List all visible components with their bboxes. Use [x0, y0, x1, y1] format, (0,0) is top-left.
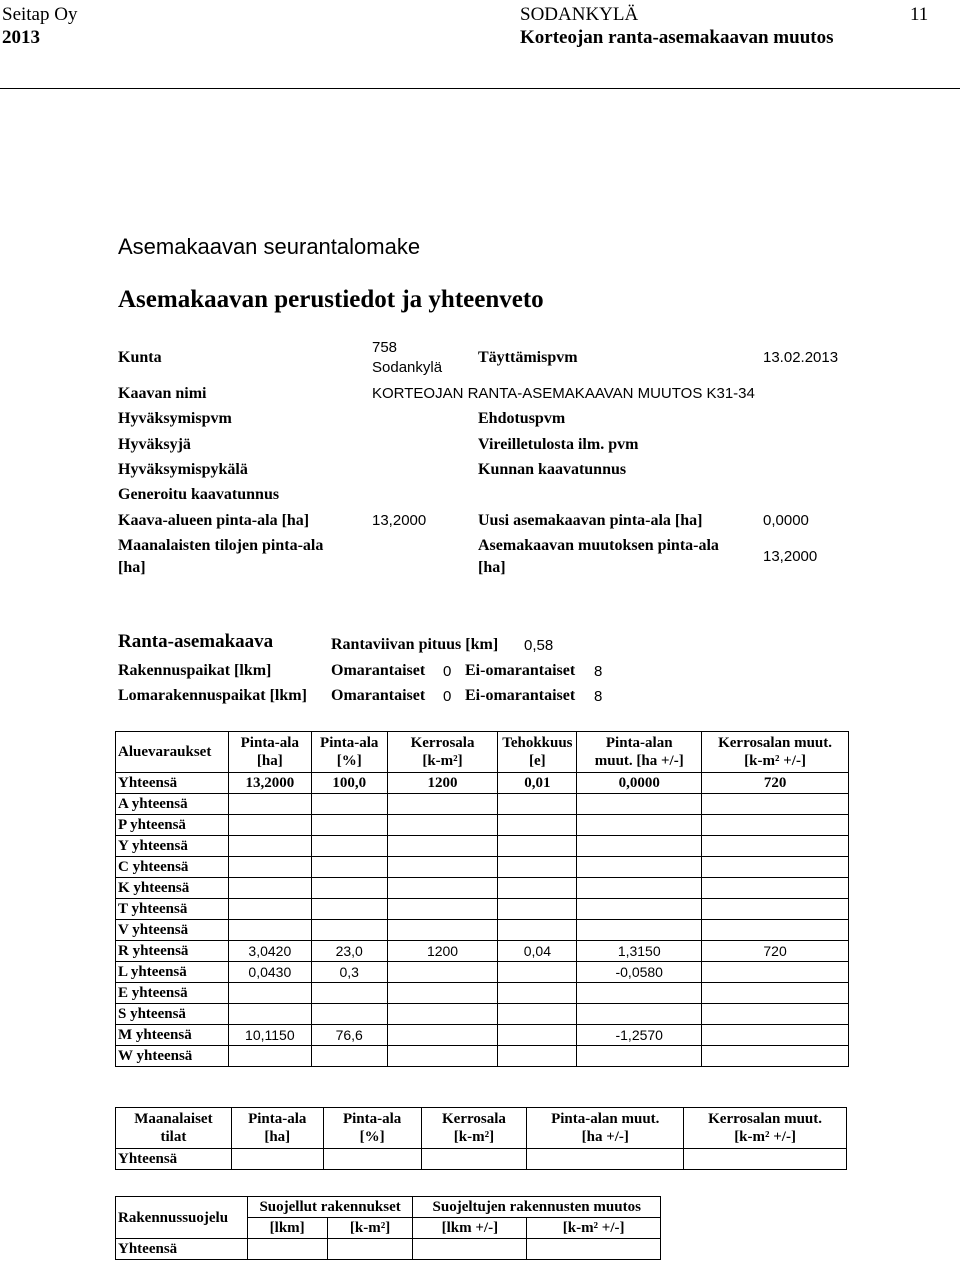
table-cell	[387, 815, 498, 836]
table-cell	[577, 920, 702, 941]
form-title: Asemakaavan seurantalomake	[118, 234, 421, 259]
alue-header-cell: Pinta-ala [ha]	[228, 732, 311, 773]
table-cell	[311, 1004, 387, 1025]
empty-cell	[527, 1149, 684, 1170]
row-label: Yhteensä	[116, 1149, 232, 1170]
alue-header-cell: Tehokkuus [e]	[498, 732, 577, 773]
row-label: Yhteensä	[116, 1239, 248, 1260]
row-label: M yhteensä	[116, 1025, 229, 1046]
tayttamispvm-label: Täyttämispvm	[478, 349, 578, 366]
table-cell	[498, 857, 577, 878]
loma-ei-omarantaiset-label: Ei-omarantaiset	[465, 687, 576, 704]
table-cell	[311, 983, 387, 1004]
table-cell	[228, 1004, 311, 1025]
table-cell	[702, 1025, 849, 1046]
table-cell: 720	[702, 941, 849, 962]
rakennussuojelu-corner: Rakennussuojelu	[116, 1197, 248, 1239]
header-year: 2013	[2, 27, 40, 48]
pykala-label: Hyväksymispykälä	[118, 461, 248, 478]
ranta-title: Ranta-asemakaava	[118, 631, 274, 652]
alue-header-cell: Kerrosala [k-m²]	[387, 732, 498, 773]
table-cell: 1200	[387, 941, 498, 962]
kunta-label: Kunta	[118, 349, 162, 366]
maanalaiset-header-row	[116, 1108, 847, 1149]
table-cell	[498, 920, 577, 941]
table-cell	[311, 857, 387, 878]
row-label: K yhteensä	[116, 878, 229, 899]
hyvaksyja-label: Hyväksyjä	[118, 436, 191, 453]
table-cell	[387, 920, 498, 941]
table-cell	[577, 878, 702, 899]
table-cell	[702, 794, 849, 815]
kunta-name: Sodankylä	[372, 359, 443, 376]
aluevaraukset-row	[116, 1025, 849, 1046]
maan-header-cell: Kerrosalan muut. [k-m² +/-]	[684, 1108, 847, 1149]
table-cell	[228, 878, 311, 899]
table-cell	[702, 1004, 849, 1025]
table-cell	[702, 878, 849, 899]
row-label: S yhteensä	[116, 1004, 229, 1025]
maanalaiset-pinta-unit: [ha]	[118, 559, 146, 576]
empty-cell	[413, 1239, 527, 1260]
table-cell	[387, 836, 498, 857]
table-cell	[311, 815, 387, 836]
maanalaiset-corner: Maanalaiset tilat	[116, 1108, 232, 1149]
table-cell	[498, 899, 577, 920]
table-cell	[577, 815, 702, 836]
table-cell	[387, 1025, 498, 1046]
empty-cell	[231, 1149, 323, 1170]
table-cell	[577, 899, 702, 920]
table-cell	[702, 920, 849, 941]
tayttamispvm-value: 13.02.2013	[763, 349, 839, 366]
maan-header-cell: Kerrosala [k-m²]	[421, 1108, 527, 1149]
row-label: E yhteensä	[116, 983, 229, 1004]
aluevaraukset-row	[116, 1046, 849, 1067]
kunnan-tunnus-label: Kunnan kaavatunnus	[478, 461, 627, 478]
suojelu-sub-header: [k-m²]	[327, 1218, 413, 1239]
empty-cell	[684, 1149, 847, 1170]
rak-ei-omarantaiset-label: Ei-omarantaiset	[465, 662, 576, 679]
table-cell	[577, 1046, 702, 1067]
table-cell	[702, 962, 849, 983]
kaavan-nimi-label: Kaavan nimi	[118, 385, 207, 402]
muutos-pinta-value: 13,2000	[763, 548, 818, 565]
table-cell: -1,2570	[577, 1025, 702, 1046]
total-cell: 1200	[387, 773, 498, 794]
row-label: Yhteensä	[116, 773, 229, 794]
aluevaraukset-row	[116, 899, 849, 920]
table-cell: 0,3	[311, 962, 387, 983]
suojelu-sub-header: [k-m² +/-]	[527, 1218, 661, 1239]
ehdotuspvm-label: Ehdotuspvm	[478, 410, 566, 427]
empty-cell	[247, 1239, 327, 1260]
suojelu-group-row	[116, 1197, 661, 1218]
table-cell	[228, 794, 311, 815]
table-cell: -0,0580	[577, 962, 702, 983]
aluevaraukset-row	[116, 794, 849, 815]
table-cell	[498, 962, 577, 983]
table-cell	[387, 1004, 498, 1025]
table-cell	[498, 1025, 577, 1046]
table-cell	[228, 836, 311, 857]
aluevaraukset-row	[116, 941, 849, 962]
muutos-pinta-label: Asemakaavan muutoksen pinta-ala	[478, 537, 719, 554]
table-cell	[702, 1046, 849, 1067]
table-cell	[228, 857, 311, 878]
maan-header-cell: Pinta-ala [ha]	[231, 1108, 323, 1149]
table-cell: 3,0420	[228, 941, 311, 962]
table-cell: 10,1150	[228, 1025, 311, 1046]
empty-cell	[327, 1239, 413, 1260]
row-label: L yhteensä	[116, 962, 229, 983]
table-cell	[498, 1004, 577, 1025]
total-cell: 0,01	[498, 773, 577, 794]
table-cell	[311, 899, 387, 920]
hyvaksymispvm-label: Hyväksymispvm	[118, 410, 232, 427]
table-cell	[702, 983, 849, 1004]
table-cell	[387, 857, 498, 878]
aluevaraukset-table	[115, 731, 849, 1067]
table-cell	[577, 983, 702, 1004]
table-cell	[228, 815, 311, 836]
rantaviiva-label: Rantaviivan pituus [km]	[331, 636, 499, 653]
table-cell: 23,0	[311, 941, 387, 962]
vireille-label: Vireilletulosta ilm. pvm	[478, 436, 639, 453]
rakennussuojelu-table	[115, 1196, 661, 1260]
table-cell	[702, 836, 849, 857]
suojeltujen-muutos-group-header: Suojeltujen rakennusten muutos	[413, 1197, 661, 1218]
alue-pinta-label: Kaava-alueen pinta-ala [ha]	[118, 512, 310, 529]
aluevaraukset-row	[116, 815, 849, 836]
loma-omarantaiset-label: Omarantaiset	[331, 687, 426, 704]
table-cell	[702, 815, 849, 836]
row-label: W yhteensä	[116, 1046, 229, 1067]
uusi-pinta-value: 0,0000	[763, 512, 809, 529]
empty-cell	[421, 1149, 527, 1170]
suojelu-total-row	[116, 1239, 661, 1260]
aluevaraukset-header-row	[116, 732, 849, 773]
header-company: Seitap Oy	[2, 4, 78, 25]
table-cell	[702, 857, 849, 878]
table-cell: 0,04	[498, 941, 577, 962]
maan-header-cell: Pinta-alan muut. [ha +/-]	[527, 1108, 684, 1149]
table-cell	[387, 878, 498, 899]
empty-cell	[323, 1149, 421, 1170]
table-cell	[311, 920, 387, 941]
aluevaraukset-total-row	[116, 773, 849, 794]
row-label: T yhteensä	[116, 899, 229, 920]
section-title: Asemakaavan perustiedot ja yhteenveto	[118, 286, 544, 313]
header-subtitle: Korteojan ranta-asemakaavan muutos	[520, 27, 834, 48]
total-cell: 100,0	[311, 773, 387, 794]
table-cell	[387, 962, 498, 983]
row-label: C yhteensä	[116, 857, 229, 878]
suojelu-sub-header: [lkm +/-]	[413, 1218, 527, 1239]
table-cell	[387, 794, 498, 815]
row-label: A yhteensä	[116, 794, 229, 815]
aluevaraukset-corner: Aluevaraukset	[116, 732, 229, 773]
aluevaraukset-row	[116, 1004, 849, 1025]
alue-header-cell: Pinta-alan muut. [ha +/-]	[577, 732, 702, 773]
rak-omarantaiset-value: 0	[443, 663, 452, 680]
empty-cell	[527, 1239, 661, 1260]
kunta-code: 758	[372, 339, 398, 356]
row-label: P yhteensä	[116, 815, 229, 836]
suojelu-sub-header: [lkm]	[247, 1218, 327, 1239]
muutos-pinta-unit: [ha]	[478, 559, 506, 576]
header-rule	[0, 88, 960, 89]
table-cell	[498, 794, 577, 815]
uusi-pinta-label: Uusi asemakaavan pinta-ala [ha]	[478, 512, 703, 529]
total-cell: 720	[702, 773, 849, 794]
aluevaraukset-row	[116, 983, 849, 1004]
aluevaraukset-row	[116, 836, 849, 857]
table-cell	[311, 1046, 387, 1067]
loma-ei-omarantaiset-value: 8	[594, 688, 603, 705]
maanalaiset-total-row	[116, 1149, 847, 1170]
table-cell	[498, 878, 577, 899]
table-cell	[498, 815, 577, 836]
loma-omarantaiset-value: 0	[443, 688, 452, 705]
maanalaiset-table	[115, 1107, 847, 1170]
table-cell	[498, 836, 577, 857]
rantaviiva-value: 0,58	[524, 637, 554, 654]
table-cell: 0,0430	[228, 962, 311, 983]
maan-header-cell: Pinta-ala [%]	[323, 1108, 421, 1149]
total-cell: 0,0000	[577, 773, 702, 794]
row-label: R yhteensä	[116, 941, 229, 962]
table-cell	[498, 1046, 577, 1067]
table-cell	[311, 878, 387, 899]
maanalaiset-pinta-label: Maanalaisten tilojen pinta-ala	[118, 537, 324, 554]
table-cell	[577, 836, 702, 857]
alue-header-cell: Kerrosalan muut. [k-m² +/-]	[702, 732, 849, 773]
header-municipality: SODANKYLÄ	[520, 4, 639, 25]
page-number: 11	[910, 4, 929, 25]
table-cell: 76,6	[311, 1025, 387, 1046]
table-cell	[387, 983, 498, 1004]
aluevaraukset-row	[116, 878, 849, 899]
table-cell: 1,3150	[577, 941, 702, 962]
table-cell	[228, 983, 311, 1004]
alue-pinta-value: 13,2000	[372, 512, 427, 529]
table-cell	[228, 899, 311, 920]
table-cell	[702, 899, 849, 920]
table-cell	[577, 857, 702, 878]
rakennuspaikat-label: Rakennuspaikat [lkm]	[118, 662, 272, 679]
alue-header-cell: Pinta-ala [%]	[311, 732, 387, 773]
table-cell	[228, 1046, 311, 1067]
aluevaraukset-row	[116, 962, 849, 983]
suojellut-group-header: Suojellut rakennukset	[247, 1197, 413, 1218]
rak-omarantaiset-label: Omarantaiset	[331, 662, 426, 679]
row-label: V yhteensä	[116, 920, 229, 941]
row-label: Y yhteensä	[116, 836, 229, 857]
kaavan-nimi-value: KORTEOJAN RANTA-ASEMAKAAVAN MUUTOS K31-34	[372, 385, 755, 402]
table-cell	[311, 794, 387, 815]
table-cell	[387, 1046, 498, 1067]
table-cell	[498, 983, 577, 1004]
table-cell	[577, 794, 702, 815]
aluevaraukset-row	[116, 857, 849, 878]
total-cell: 13,2000	[228, 773, 311, 794]
aluevaraukset-row	[116, 920, 849, 941]
table-cell	[311, 836, 387, 857]
generoitu-label: Generoitu kaavatunnus	[118, 486, 280, 503]
lomarakennus-label: Lomarakennuspaikat [lkm]	[118, 687, 307, 704]
rak-ei-omarantaiset-value: 8	[594, 663, 603, 680]
table-cell	[387, 899, 498, 920]
table-cell	[577, 1004, 702, 1025]
table-cell	[228, 920, 311, 941]
